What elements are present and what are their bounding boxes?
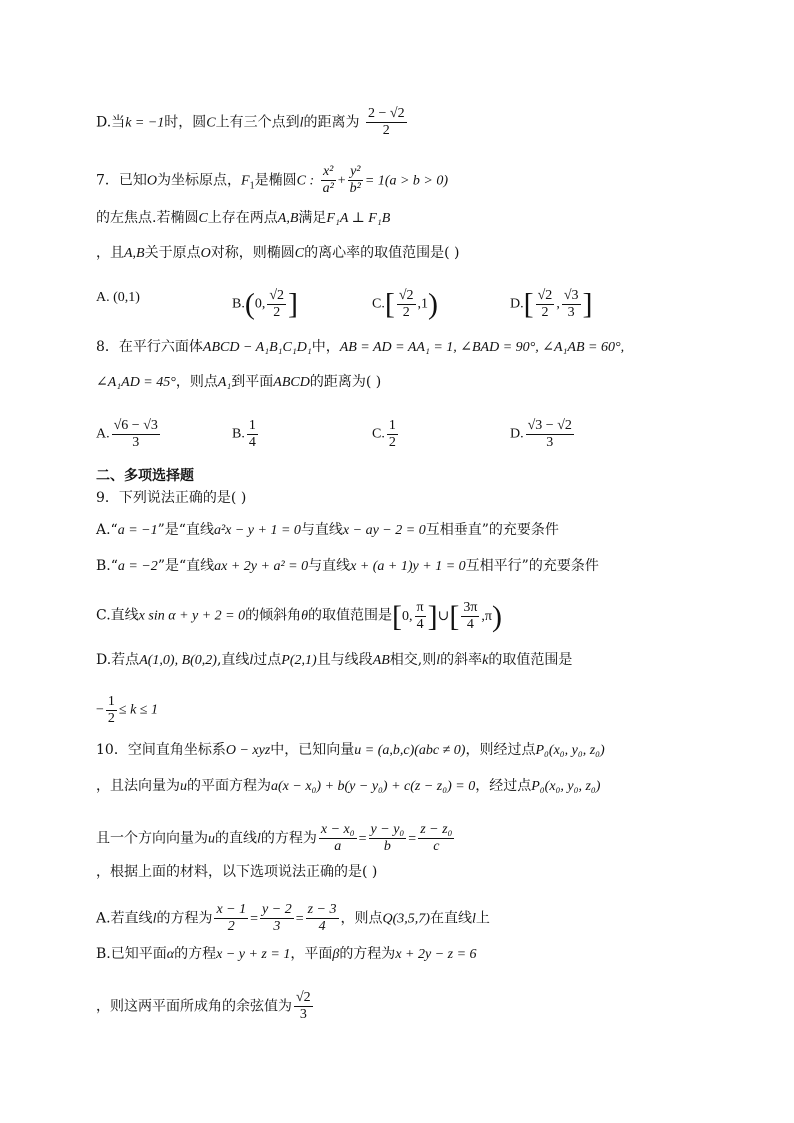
q9-option-a: [96, 520, 559, 541]
numerator: y − y₀: [370, 822, 405, 837]
q8-option-b: [232, 418, 260, 451]
text: ，且法向量为: [96, 778, 180, 794]
text: ，则点: [340, 910, 383, 927]
text: 的倾斜角: [245, 607, 302, 624]
text: 的斜率: [440, 652, 483, 668]
text: 的平面方程为: [187, 778, 271, 794]
math: a = −1: [117, 523, 158, 538]
math: C: [198, 211, 208, 226]
denominator: 3: [299, 1007, 307, 1022]
q6-option-d: [96, 106, 409, 139]
denominator: 3: [546, 435, 554, 450]
q8-option-c: [372, 418, 400, 451]
text: 与直线: [308, 558, 351, 574]
text: 中，已知向量: [270, 742, 355, 758]
fraction: [348, 164, 363, 197]
math: C: [206, 115, 216, 131]
text: 的方程为: [260, 830, 317, 847]
math: F: [241, 173, 250, 189]
q7-option-a: [96, 288, 140, 308]
label: C.: [372, 296, 385, 312]
label: D.: [510, 296, 524, 312]
text: 7．已知: [96, 172, 147, 189]
text: ,直线: [216, 652, 250, 668]
fraction: [366, 106, 407, 139]
q8-stem-line1: [96, 337, 624, 358]
label: A.: [96, 426, 110, 442]
numerator: x − 1: [216, 902, 247, 917]
math: A,B: [124, 246, 145, 261]
denominator: 4: [416, 617, 424, 632]
text: 且一个方向向量为: [96, 830, 208, 847]
q9-option-b: [96, 556, 599, 577]
text: B.“: [96, 558, 118, 574]
text: B.已知平面: [96, 946, 167, 962]
section-heading: 二、多项选择题: [96, 468, 194, 484]
math: = 1(a > b > 0): [364, 173, 449, 189]
numerator: z − 3: [307, 902, 337, 917]
numerator: √2: [398, 288, 414, 303]
label: D.: [510, 426, 524, 442]
math: a²x − y + 1 = 0: [213, 523, 301, 538]
text: ，则点: [175, 374, 218, 390]
q10-option-a: A.若直线l的方程为 $\frac{x - 1}{2}$ = $\frac{y - 2}{3}$ = $\frac{z - 3}{4}$ ，则点Q(3,5,7)在直线l上: [96, 902, 490, 934]
math: l: [471, 911, 476, 927]
text: ，经过点: [475, 778, 532, 794]
fraction: [267, 288, 286, 321]
denominator: b: [383, 839, 391, 854]
numerator: y²: [348, 164, 363, 181]
q10-stem-line2: [96, 776, 600, 797]
math: P₀(x₀, y₀, z₀): [535, 743, 605, 758]
text: A. (0,1): [96, 290, 140, 305]
fraction: [526, 418, 574, 451]
math: F₁A ⊥ F₁B: [326, 211, 391, 226]
text: 过点: [253, 652, 282, 668]
fraction: [418, 822, 454, 855]
numerator: √3: [563, 288, 579, 303]
math: A,B: [277, 211, 299, 226]
text: ”是“直线: [157, 522, 214, 538]
text: 的取值范围是: [488, 652, 573, 668]
denominator: 2: [227, 919, 235, 934]
label: C.: [372, 426, 385, 442]
math: β: [332, 947, 340, 962]
text: 且与线段: [316, 652, 373, 668]
text: 互相垂直”的充要条件: [425, 522, 559, 538]
math: α: [166, 947, 175, 962]
math: l: [436, 653, 441, 668]
text: ，且: [96, 245, 124, 261]
numerator: 1: [388, 418, 396, 433]
fraction: [112, 418, 160, 451]
q9-option-c: C.直线x sin α + y + 2 = 0的倾斜角θ的取值范围是[0, $\frac{\pi}{4}$ ]∪[ $\frac{3\pi}{4}$ ,π): [96, 599, 502, 633]
fraction: [397, 288, 416, 321]
text: 与直线: [300, 522, 343, 538]
text: 上存在两点: [207, 210, 278, 226]
denominator: a: [334, 839, 342, 854]
numerator: √2: [537, 288, 553, 303]
denominator: 2: [402, 305, 410, 320]
label: B.: [232, 296, 245, 312]
text: 10．空间直角坐标系: [96, 742, 226, 758]
math: l: [257, 831, 261, 847]
label: B.: [232, 426, 245, 442]
math: ax + 2y + a² = 0: [214, 559, 309, 574]
math: O − xyz: [225, 743, 271, 758]
math: u: [180, 779, 187, 794]
numerator: π: [416, 600, 424, 615]
fraction: [247, 418, 258, 451]
numerator: √6 − √3: [113, 418, 158, 433]
denominator: c: [433, 839, 440, 854]
math: u = (a,b,c)(abc ≠ 0): [354, 743, 466, 758]
text: 的方程为: [156, 910, 213, 927]
fraction: [562, 288, 581, 321]
text: 关于原点: [144, 245, 201, 261]
numerator: z − z₀: [420, 822, 453, 837]
text: 的距离为: [303, 114, 360, 131]
denominator: a²: [322, 181, 334, 196]
numerator: 3π: [463, 600, 478, 615]
math: ∪: [437, 608, 450, 624]
q8-option-a: [96, 418, 162, 451]
math: C :: [296, 173, 315, 189]
math: A(1,0), B(0,2): [139, 653, 217, 668]
math: x sin α + y + 2 = 0: [138, 608, 246, 624]
q7-option-b: B.(0, $\frac{√2}{2}$ ]: [232, 287, 299, 321]
math: P₀(x₀, y₀, z₀): [531, 779, 601, 794]
math: x − ay − 2 = 0: [342, 523, 426, 538]
fraction: [387, 418, 398, 451]
text: ，平面: [290, 946, 333, 962]
math: ≤ k ≤ 1: [118, 702, 158, 718]
numerator: √3 − √2: [527, 418, 572, 433]
denominator: 2: [107, 711, 115, 726]
math: ,π: [481, 608, 492, 624]
q9-option-d: [96, 650, 572, 671]
math: 0,: [254, 296, 266, 312]
text: A.若直线: [96, 910, 153, 927]
math: a(x − x₀) + b(y − y₀) + c(z − z₀) = 0: [271, 779, 476, 794]
text: 到平面: [231, 374, 274, 390]
text: 为坐标原点，: [157, 172, 242, 189]
math: k: [482, 653, 489, 668]
text: 上: [475, 910, 490, 927]
math: ∠A₁AD = 45°: [96, 375, 176, 390]
denominator: 4: [248, 435, 256, 450]
math: AB = AD = AA₁ = 1, ∠BAD = 90°, ∠A₁AB = 60°,: [339, 340, 625, 355]
q7-stem-line3: [96, 243, 459, 264]
math: ABCD: [273, 375, 310, 390]
denominator: 3: [567, 305, 575, 320]
denominator: b²: [349, 181, 361, 196]
q10-stem-line4: ，根据上面的材料，以下选项说法正确的是( ): [96, 864, 378, 880]
math: ,1: [417, 296, 429, 312]
text: A.“: [96, 522, 118, 538]
text: C.直线: [96, 607, 139, 624]
text: 相交,则: [389, 652, 437, 668]
math: −: [96, 702, 104, 718]
text: 的方程: [174, 946, 217, 962]
fraction: [294, 990, 313, 1023]
math: O: [146, 173, 158, 189]
fraction: [461, 600, 479, 633]
q9-option-d-range: [96, 694, 158, 727]
numerator: √2: [296, 990, 311, 1005]
text: 的距离为( ): [309, 374, 382, 390]
text: 是椭圆: [254, 172, 297, 189]
q7-stem-line1: 7．已知O为坐标原点，$F_1$是椭圆C : $\frac{\text{x²}}{\text{a²}}$ + $\frac{\text{y²}}{\text{b²}}$ = 1(a > b > 0): [96, 164, 449, 196]
q8-option-d: [510, 418, 576, 451]
text: ，则经过点: [465, 742, 536, 758]
math: Q(3,5,7): [382, 911, 430, 927]
denominator: 2: [273, 305, 281, 320]
math: AB: [372, 653, 390, 668]
math: l: [299, 115, 304, 131]
math: A₁: [217, 375, 232, 390]
math: l: [249, 653, 254, 668]
numerator: x²: [321, 164, 336, 181]
numerator: √2: [269, 288, 285, 303]
text: ”是“直线: [157, 558, 215, 574]
text: 8．在平行六面体: [96, 339, 203, 355]
denominator: 2: [388, 435, 396, 450]
math: x + (a + 1)y + 1 = 0: [350, 559, 466, 574]
denominator: 3: [132, 435, 140, 450]
text: 对称，则椭圆: [210, 245, 295, 261]
math: 0,: [402, 608, 413, 624]
q9-stem: 9．下列说法正确的是( ): [96, 490, 247, 506]
text: 的方程为: [339, 946, 396, 962]
fraction: [321, 164, 336, 197]
fraction: [306, 902, 339, 935]
text: 的离心率的取值范围是( ): [304, 245, 460, 261]
text: 的左焦点.若椭圆: [96, 210, 199, 226]
text: 上有三个点到: [215, 114, 300, 131]
q8-stem-line2: [96, 372, 381, 393]
text: D.当: [96, 114, 126, 131]
denominator: 2: [382, 123, 390, 138]
text: 的取值范围是: [308, 607, 393, 624]
math: P(2,1): [281, 653, 317, 668]
fraction: [369, 822, 407, 855]
fraction: [319, 822, 357, 855]
q10-stem-line1: [96, 740, 605, 761]
numerator: x − x₀: [320, 822, 355, 837]
text: 在直线: [429, 910, 472, 927]
text: ，则这两平面所成角的余弦值为: [96, 998, 292, 1015]
numerator: 1: [248, 418, 256, 433]
text: 满足: [298, 210, 327, 226]
math: u: [208, 831, 215, 847]
fraction: [260, 902, 294, 935]
text: 互相平行”的充要条件: [465, 558, 599, 574]
text: 中，: [311, 339, 340, 355]
q7-option-d: D.[ $\frac{√2}{2}$ , $\frac{√3}{3}$ ]: [510, 287, 593, 321]
numerator: 1: [107, 694, 115, 709]
fraction: [415, 600, 426, 633]
numerator: y − 2: [262, 902, 292, 917]
text: 的直线: [215, 830, 257, 847]
denominator: 3: [273, 919, 281, 934]
math: k = −1: [125, 115, 165, 131]
numerator: 2 − √2: [367, 106, 405, 121]
fraction: [214, 902, 248, 935]
math: x + 2y − z = 6: [395, 947, 477, 962]
fraction: [536, 288, 555, 321]
math: C: [294, 246, 305, 261]
text: 时，圆: [164, 114, 207, 131]
math: ABCD − A₁B₁C₁D₁: [202, 340, 312, 355]
q10-stem-line3: 且一个方向向量为u的直线l的方程为 $\frac{\text{x − x₀}}{a}$ = $\frac{\text{y − y₀}}{b}$ = $\frac{\text{z − z₀}}{c}$: [96, 822, 453, 854]
denominator: 4: [318, 919, 326, 934]
q10-option-b: [96, 944, 477, 965]
math: x − y + z = 1: [216, 947, 291, 962]
q7-option-c: C.[ $\frac{√2}{2}$ ,1): [372, 287, 439, 321]
denominator: 4: [466, 617, 474, 632]
q7-stem-line2: [96, 208, 390, 229]
math: O: [200, 246, 211, 261]
math: a = −2: [117, 559, 158, 574]
text: D.若点: [96, 652, 140, 668]
q10-option-b-cont: [96, 990, 315, 1023]
denominator: 2: [541, 305, 549, 320]
math: θ: [301, 608, 309, 624]
math: l: [152, 911, 157, 927]
fraction: [106, 694, 117, 727]
